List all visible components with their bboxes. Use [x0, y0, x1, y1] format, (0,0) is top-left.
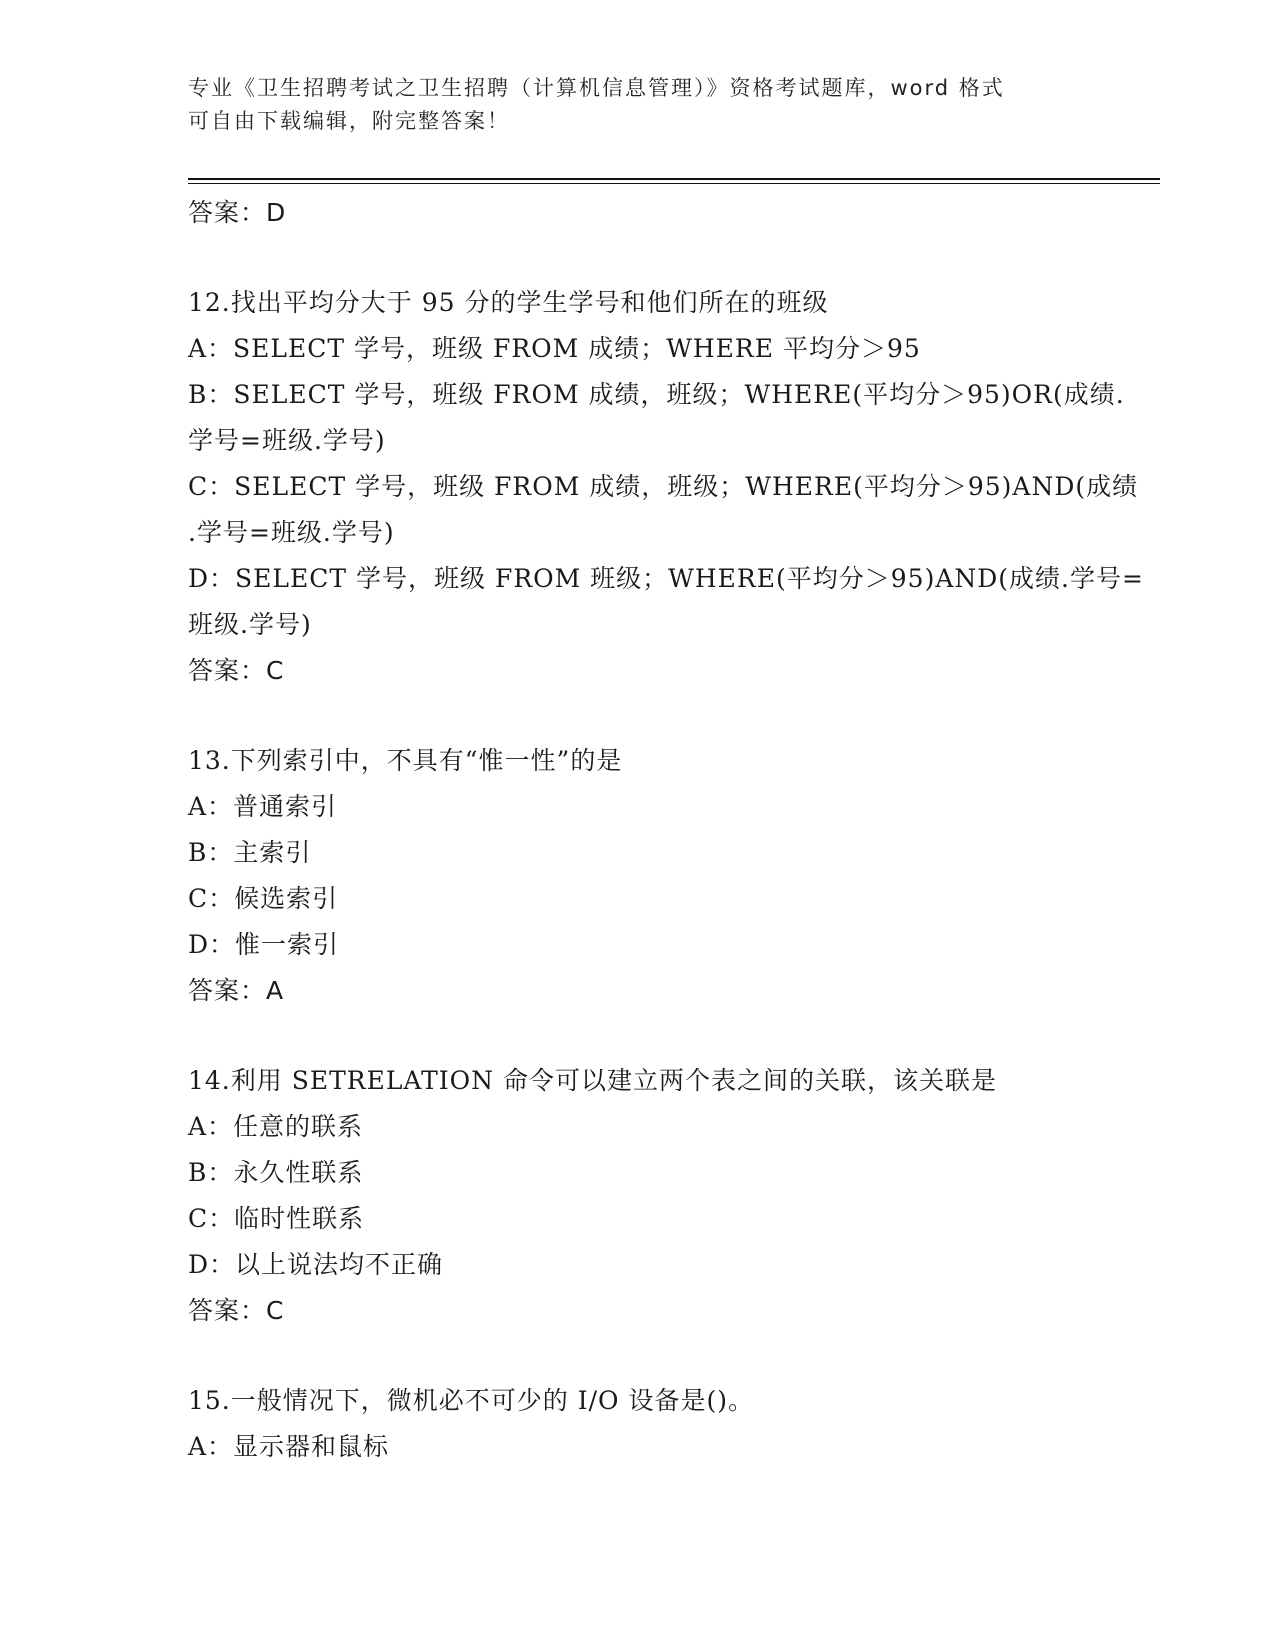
option-a: A：显示器和鼠标: [188, 1432, 390, 1461]
question-stem: 14.利用 SETRELATION 命令可以建立两个表之间的关联，该关联是: [188, 1066, 997, 1095]
option-c: C：候选索引: [188, 884, 339, 913]
option-b: B：SELECT 学号，班级 FROM 成绩，班级；WHERE(平均分＞95)OR(成绩.: [188, 380, 1125, 409]
question-15: [188, 1378, 1088, 1470]
option-a: A：普通索引: [188, 792, 338, 821]
document-header: [188, 72, 1068, 138]
option-a: A：SELECT 学号，班级 FROM 成绩；WHERE 平均分＞95: [188, 334, 921, 363]
spacer: [188, 1014, 1088, 1058]
answer-line: 答案：D: [188, 198, 287, 227]
spacer: [188, 236, 1088, 280]
option-c: C：临时性联系: [188, 1204, 365, 1233]
spacer: [188, 1334, 1088, 1378]
question-12: [188, 280, 1144, 694]
question-list: [188, 190, 1144, 1470]
question-stem: 12.找出平均分大于 95 分的学生学号和他们所在的班级: [188, 288, 829, 317]
answer-line: 答案：A: [188, 976, 285, 1005]
option-c: C：SELECT 学号，班级 FROM 成绩，班级；WHERE(平均分＞95)AND(成绩: [188, 472, 1139, 501]
answer-line: 答案：C: [188, 1296, 285, 1325]
question-14: [188, 1058, 1088, 1334]
option-d: D：SELECT 学号，班级 FROM 班级；WHERE(平均分＞95)AND(成绩.学号=: [188, 564, 1144, 593]
spacer: [188, 694, 1088, 738]
header-line-2: 可自由下载编辑，附完整答案！: [188, 109, 510, 133]
question-13: [188, 738, 1088, 1014]
answer-line: 答案：C: [188, 656, 285, 685]
question-stem: 13.下列索引中，不具有“惟一性”的是: [188, 746, 623, 775]
question-stem: 15.一般情况下，微机必不可少的 I/O 设备是()。: [188, 1386, 754, 1415]
option-d-continued: 班级.学号): [188, 610, 312, 639]
option-b: B：主索引: [188, 838, 312, 867]
option-c-continued: .学号=班级.学号): [188, 518, 395, 547]
option-b-continued: 学号=班级.学号): [188, 426, 386, 455]
header-divider-thin: [188, 183, 1160, 184]
header-divider-thick: [188, 178, 1160, 180]
option-d: D：惟一索引: [188, 930, 340, 959]
option-b: B：永久性联系: [188, 1158, 364, 1187]
option-d: D：以上说法均不正确: [188, 1250, 444, 1279]
header-line-1: 专业《卫生招聘考试之卫生招聘（计算机信息管理）》资格考试题库，word 格式: [188, 76, 1005, 100]
option-a: A：任意的联系: [188, 1112, 364, 1141]
